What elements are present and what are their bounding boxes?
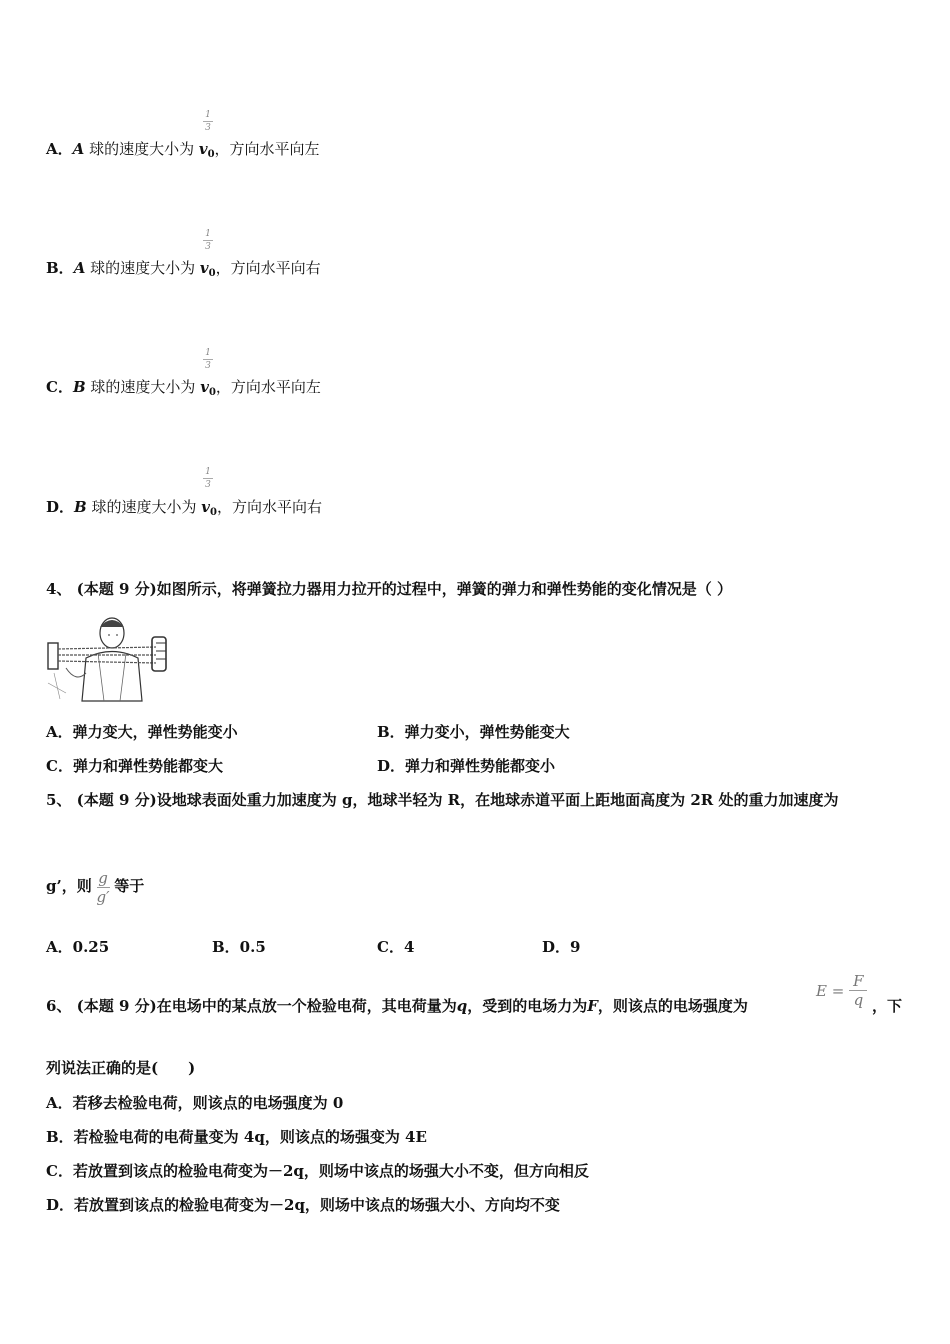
- q6-stem-tail: ，下: [872, 997, 903, 1015]
- fraction-one-third: 1 3: [203, 229, 213, 252]
- spring-expander-figure: [46, 613, 178, 703]
- field-strength-formula: E = $\frac{F}{q}$: [816, 972, 867, 1009]
- fraction-one-third: 1 3: [203, 467, 213, 490]
- q6-option-c: C．若放置到该点的检验电荷变为－2q，则场中该点的场强大小不变，但方向相反: [46, 1162, 589, 1180]
- q5-option-b: B．0.5: [212, 938, 266, 956]
- q6-option-a: A．若移去检验电荷，则该点的电场强度为 0: [46, 1094, 344, 1112]
- q4-option-a: A．弹力变大，弹性势能变小: [46, 723, 238, 741]
- fraction-one-third: 1 3: [203, 110, 213, 133]
- g-over-gprime-fraction: $\frac{g}{g'}$: [96, 868, 110, 906]
- q4-option-d: D．弹力和弹性势能都变小: [377, 757, 556, 775]
- q5-stem: 5、 (本题 9 分)设地球表面处重力加速度为 g，地球半轻为 R，在地球赤道平面上距地面高度为 2R 处的重力加速度为: [46, 791, 839, 809]
- q4-option-b: B．弹力变小，弹性势能变大: [377, 723, 570, 741]
- q5-line2: g’，则 $\frac{g}{g'}$ 等于: [46, 868, 145, 906]
- q5-option-a: A．0.25: [46, 938, 110, 956]
- q4-stem: 4、 (本题 9 分)如图所示，将弹簧拉力器用力拉开的过程中，弹簧的弹力和弹性势能的变化情况是（ ）: [46, 580, 732, 598]
- q4-option-c: C．弹力和弹性势能都变大: [46, 757, 223, 775]
- q6-stem-line2: 列说法正确的是( ): [46, 1059, 196, 1077]
- q5-option-c: C．4: [377, 938, 415, 956]
- fraction-one-third: 1 3: [203, 348, 213, 371]
- q6-stem: 6、 (本题 9 分)在电场中的某点放一个检验电荷，其电荷量为q，受到的电场力为F，则该点的电场强度为: [46, 997, 748, 1015]
- q6-option-d: D．若放置到该点的检验电荷变为－2q，则场中该点的场强大小、方向均不变: [46, 1196, 560, 1214]
- q6-option-b: B．若检验电荷的电荷量变为 4q，则该点的场强变为 4E: [46, 1128, 427, 1146]
- q5-option-d: D．9: [542, 938, 581, 956]
